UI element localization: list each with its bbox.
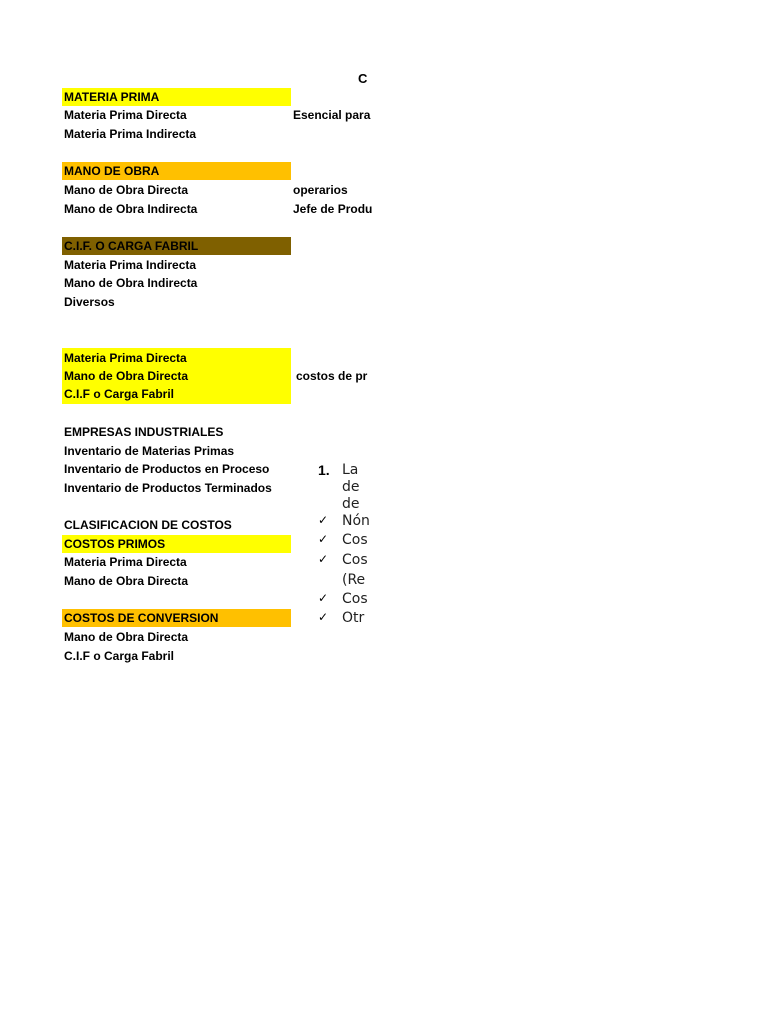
paragraph-line: La (342, 462, 359, 478)
check-icon: ✓ (318, 552, 329, 566)
visible-area (0, 0, 373, 1024)
cif-row: Diversos (64, 295, 115, 309)
costos-conversion-header: COSTOS DE CONVERSION (62, 609, 291, 627)
clasificacion-header: CLASIFICACION DE COSTOS (64, 518, 232, 532)
check-icon: ✓ (318, 532, 329, 546)
empresas-row: Inventario de Productos Terminados (64, 481, 272, 495)
costos-primos-row: Materia Prima Directa (64, 555, 187, 569)
check-icon: ✓ (318, 591, 329, 605)
mano-de-obra-note: operarios (293, 183, 348, 197)
check-icon: ✓ (318, 610, 329, 624)
cif-row: Materia Prima Indirecta (64, 258, 197, 272)
empresas-row: Inventario de Materias Primas (64, 444, 235, 458)
elementos-note: costos de pr (296, 369, 368, 383)
list-number: 1. (318, 462, 330, 478)
mano-de-obra-row: Mano de Obra Directa (64, 183, 189, 197)
empresas-header: EMPRESAS INDUSTRIALES (64, 425, 224, 439)
cif-header: C.I.F. O CARGA FABRIL (62, 237, 291, 255)
page-title: C (358, 71, 368, 86)
costos-primos-header: COSTOS PRIMOS (62, 535, 291, 553)
materia-prima-header: MATERIA PRIMA (62, 88, 291, 106)
elementos-row: Materia Prima Directa (64, 351, 187, 365)
checklist-item-continuation: (Re (342, 572, 366, 588)
mano-de-obra-header: MANO DE OBRA (62, 162, 291, 180)
elementos-row: C.I.F o Carga Fabril (64, 387, 175, 401)
paragraph-line: de (342, 496, 360, 512)
materia-prima-note: Esencial para (293, 108, 371, 122)
mano-de-obra-row: Mano de Obra Indirecta (64, 202, 198, 216)
costos-primos-row: Mano de Obra Directa (64, 574, 189, 588)
checklist-item: Cos (342, 532, 368, 548)
costos-conversion-row: Mano de Obra Directa (64, 630, 189, 644)
empresas-row: Inventario de Productos en Proceso (64, 462, 270, 476)
materia-prima-row: Materia Prima Indirecta (64, 127, 197, 141)
checklist-item: Nón (342, 513, 370, 529)
mano-de-obra-note: Jefe de Produ (293, 202, 373, 216)
checklist-item: Cos (342, 591, 368, 607)
elementos-row: Mano de Obra Directa (64, 369, 189, 383)
materia-prima-row: Materia Prima Directa (64, 108, 187, 122)
checklist-item: Otr (342, 610, 365, 626)
checklist-item: Cos (342, 552, 368, 568)
paragraph-line: de (342, 479, 360, 495)
check-icon: ✓ (318, 513, 329, 527)
costos-conversion-row: C.I.F o Carga Fabril (64, 649, 175, 663)
cif-row: Mano de Obra Indirecta (64, 276, 198, 290)
